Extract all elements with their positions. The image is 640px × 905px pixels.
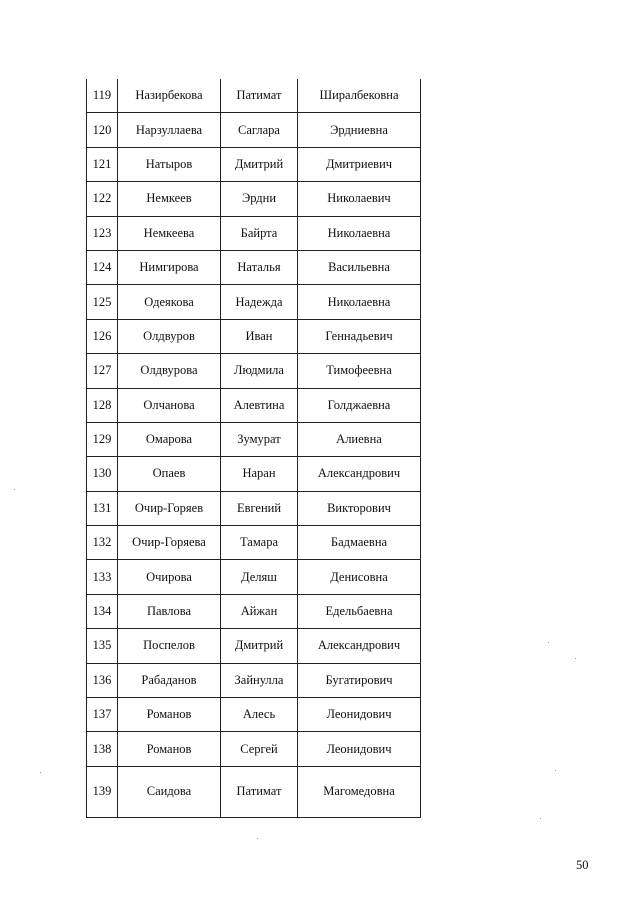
table-row	[87, 732, 421, 766]
table-row	[87, 182, 421, 216]
first-name-cell: Алесь	[221, 698, 298, 732]
table-row	[87, 457, 421, 491]
row-number-cell: 134	[87, 594, 118, 628]
table-row	[87, 319, 421, 353]
first-name-cell: Дмитрий	[221, 629, 298, 663]
first-name-cell: Тамара	[221, 526, 298, 560]
patronymic-cell: Николаевич	[298, 182, 421, 216]
row-number-cell: 136	[87, 663, 118, 697]
row-number-cell: 139	[87, 766, 118, 817]
surname-cell: Назирбекова	[118, 79, 221, 113]
surname-cell: Романов	[118, 698, 221, 732]
row-number-cell: 119	[87, 79, 118, 113]
row-number-cell: 126	[87, 319, 118, 353]
row-number-cell: 121	[87, 147, 118, 181]
first-name-cell: Наталья	[221, 250, 298, 284]
first-name-cell: Байрта	[221, 216, 298, 250]
surname-cell: Немкеева	[118, 216, 221, 250]
page-number: 50	[576, 858, 589, 872]
first-name-cell: Людмила	[221, 354, 298, 388]
surname-cell: Очир-Горяева	[118, 526, 221, 560]
first-name-cell: Айжан	[221, 594, 298, 628]
scan-speck	[40, 772, 41, 773]
first-name-cell: Патимат	[221, 79, 298, 113]
names-table-body	[87, 79, 421, 817]
table-row	[87, 698, 421, 732]
row-number-cell: 131	[87, 491, 118, 525]
row-number-cell: 137	[87, 698, 118, 732]
scan-speck	[14, 489, 15, 490]
patronymic-cell: Геннадьевич	[298, 319, 421, 353]
scan-speck	[555, 770, 556, 771]
row-number-cell: 129	[87, 422, 118, 456]
patronymic-cell: Едельбаевна	[298, 594, 421, 628]
table-row	[87, 79, 421, 113]
first-name-cell: Саглара	[221, 113, 298, 147]
patronymic-cell: Леонидович	[298, 698, 421, 732]
surname-cell: Немкеев	[118, 182, 221, 216]
row-number-cell: 124	[87, 250, 118, 284]
table-row	[87, 560, 421, 594]
surname-cell: Рабаданов	[118, 663, 221, 697]
scan-speck	[575, 658, 576, 659]
first-name-cell: Иван	[221, 319, 298, 353]
table-row	[87, 629, 421, 663]
patronymic-cell: Денисовна	[298, 560, 421, 594]
surname-cell: Одеякова	[118, 285, 221, 319]
row-number-cell: 120	[87, 113, 118, 147]
patronymic-cell: Магомедовна	[298, 766, 421, 817]
patronymic-cell: Ширалбековна	[298, 79, 421, 113]
patronymic-cell: Бадмаевна	[298, 526, 421, 560]
first-name-cell: Сергей	[221, 732, 298, 766]
surname-cell: Поспелов	[118, 629, 221, 663]
table-row	[87, 285, 421, 319]
table-row	[87, 594, 421, 628]
first-name-cell: Патимат	[221, 766, 298, 817]
first-name-cell: Надежда	[221, 285, 298, 319]
scan-speck	[257, 838, 258, 839]
names-table	[86, 79, 421, 818]
table-row	[87, 250, 421, 284]
first-name-cell: Эрдни	[221, 182, 298, 216]
patronymic-cell: Викторович	[298, 491, 421, 525]
surname-cell: Очирова	[118, 560, 221, 594]
patronymic-cell: Голджаевна	[298, 388, 421, 422]
surname-cell: Романов	[118, 732, 221, 766]
patronymic-cell: Эрдниевна	[298, 113, 421, 147]
surname-cell: Очир-Горяев	[118, 491, 221, 525]
patronymic-cell: Тимофеевна	[298, 354, 421, 388]
surname-cell: Саидова	[118, 766, 221, 817]
table-row	[87, 354, 421, 388]
surname-cell: Натыров	[118, 147, 221, 181]
table-row	[87, 663, 421, 697]
first-name-cell: Зайнулла	[221, 663, 298, 697]
row-number-cell: 138	[87, 732, 118, 766]
patronymic-cell: Николаевна	[298, 216, 421, 250]
surname-cell: Олдвурова	[118, 354, 221, 388]
patronymic-cell: Леонидович	[298, 732, 421, 766]
table-row	[87, 216, 421, 250]
patronymic-cell: Алиевна	[298, 422, 421, 456]
surname-cell: Нарзуллаева	[118, 113, 221, 147]
table-row	[87, 147, 421, 181]
row-number-cell: 122	[87, 182, 118, 216]
table-row	[87, 491, 421, 525]
scan-speck	[548, 642, 549, 643]
scan-speck	[540, 818, 541, 819]
patronymic-cell: Александрович	[298, 629, 421, 663]
surname-cell: Олдвуров	[118, 319, 221, 353]
first-name-cell: Алевтина	[221, 388, 298, 422]
first-name-cell: Зумурат	[221, 422, 298, 456]
patronymic-cell: Дмитриевич	[298, 147, 421, 181]
table-row	[87, 113, 421, 147]
surname-cell: Олчанова	[118, 388, 221, 422]
first-name-cell: Дмитрий	[221, 147, 298, 181]
patronymic-cell: Николаевна	[298, 285, 421, 319]
table-row	[87, 422, 421, 456]
table-row	[87, 766, 421, 817]
patronymic-cell: Александрович	[298, 457, 421, 491]
first-name-cell: Деляш	[221, 560, 298, 594]
row-number-cell: 123	[87, 216, 118, 250]
row-number-cell: 132	[87, 526, 118, 560]
row-number-cell: 127	[87, 354, 118, 388]
row-number-cell: 135	[87, 629, 118, 663]
surname-cell: Опаев	[118, 457, 221, 491]
row-number-cell: 133	[87, 560, 118, 594]
surname-cell: Павлова	[118, 594, 221, 628]
table-row	[87, 388, 421, 422]
row-number-cell: 128	[87, 388, 118, 422]
surname-cell: Нимгирова	[118, 250, 221, 284]
row-number-cell: 130	[87, 457, 118, 491]
table-row	[87, 526, 421, 560]
first-name-cell: Евгений	[221, 491, 298, 525]
patronymic-cell: Васильевна	[298, 250, 421, 284]
row-number-cell: 125	[87, 285, 118, 319]
first-name-cell: Наран	[221, 457, 298, 491]
patronymic-cell: Бугатирович	[298, 663, 421, 697]
surname-cell: Омарова	[118, 422, 221, 456]
